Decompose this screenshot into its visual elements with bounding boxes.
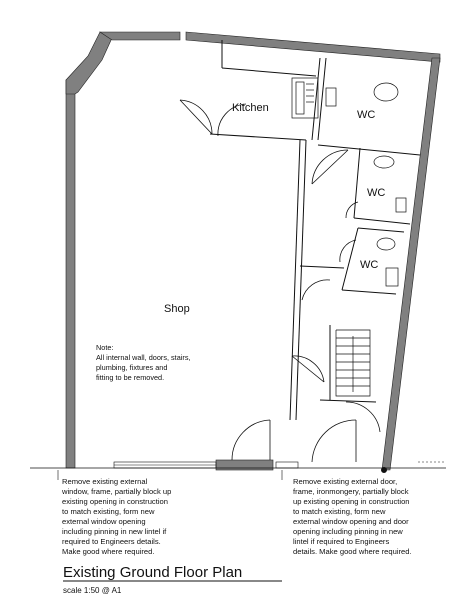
door-front-entrance	[312, 420, 356, 462]
toilet-large	[374, 83, 398, 101]
right-external-wall	[382, 58, 440, 470]
wc-small-bottom	[342, 290, 396, 294]
annotation-left-line: existing opening in construction	[62, 497, 168, 506]
annotation-left	[61, 477, 171, 556]
basin-large	[326, 88, 336, 106]
note-line: All internal wall, doors, stairs,	[96, 353, 191, 362]
annotation-left-line: window, frame, partially block up	[62, 487, 172, 496]
basin-small	[386, 268, 398, 286]
room-label-shop: Shop	[164, 303, 190, 315]
annotation-left-line: to match existing, form new	[62, 507, 155, 516]
door-wc-middle	[346, 202, 358, 218]
room-label-wc-small: WC	[360, 259, 379, 271]
door-rear	[346, 402, 380, 432]
kitchen-counter	[222, 68, 316, 76]
wc-small-top	[358, 228, 404, 232]
wc-small-left	[342, 228, 358, 290]
internal-walls	[210, 40, 420, 420]
annotation-right-line: lintel if required to Engineers	[293, 537, 390, 546]
stairs	[336, 330, 370, 396]
plan-title: Existing Ground Floor Plan	[63, 564, 243, 581]
removal-note	[96, 343, 191, 382]
annotation-left-line: external window opening	[62, 517, 146, 526]
left-external-wall	[66, 80, 75, 468]
plan-scale: scale 1:50 @ A1	[63, 586, 122, 595]
annotation-left-line: Make good where required.	[62, 547, 155, 556]
wc-middle-left	[354, 148, 360, 218]
top-wall-kitchen	[186, 32, 440, 62]
note-line: Note:	[96, 343, 114, 352]
shop-partition	[296, 140, 306, 420]
front-window	[276, 462, 298, 468]
external-walls	[66, 32, 440, 470]
corridor-line	[300, 266, 344, 268]
annotation-right-line: external window opening and door	[293, 517, 409, 526]
annotation-right	[293, 477, 412, 556]
toilet-small	[377, 238, 395, 250]
front-corner-marker	[382, 468, 387, 473]
annotation-left-line: Remove existing external	[62, 477, 148, 486]
shop-partition-inner	[290, 140, 300, 420]
room-label-kitchen: Kitchen	[232, 102, 269, 114]
annotation-right-line: to match existing, form new	[293, 507, 386, 516]
note-line: plumbing, fixtures and	[96, 363, 168, 372]
door-corridor-2	[302, 280, 330, 300]
wc-large-wall	[318, 145, 420, 155]
wc-middle-bottom	[354, 218, 410, 224]
top-external-wall	[100, 32, 180, 40]
basin-middle	[396, 198, 406, 212]
kitchen-wall	[210, 134, 306, 140]
annotation-left-line: including pinning in new lintel if	[62, 527, 167, 536]
toilet-middle	[374, 156, 394, 168]
bottom-wall-segment	[216, 460, 273, 470]
annotation-right-line: Remove existing external door,	[293, 477, 398, 486]
annotation-right-line: frame, ironmongery, partially block	[293, 487, 409, 496]
note-line: fitting to be removed.	[96, 373, 165, 382]
room-label-wc-large: WC	[357, 109, 376, 121]
door-shop-front	[232, 420, 270, 460]
annotation-right-line: opening including pinning in new	[293, 527, 403, 536]
door-swings	[180, 100, 380, 462]
room-label-wc-middle: WC	[367, 187, 386, 199]
chamfer-wall	[66, 32, 112, 94]
annotation-right-line: up existing opening in construction	[293, 497, 410, 506]
annotation-left-line: required to Engineers details.	[62, 537, 161, 546]
annotation-right-line: details. Make good where required.	[293, 547, 412, 556]
kitchen-sink	[292, 78, 318, 118]
